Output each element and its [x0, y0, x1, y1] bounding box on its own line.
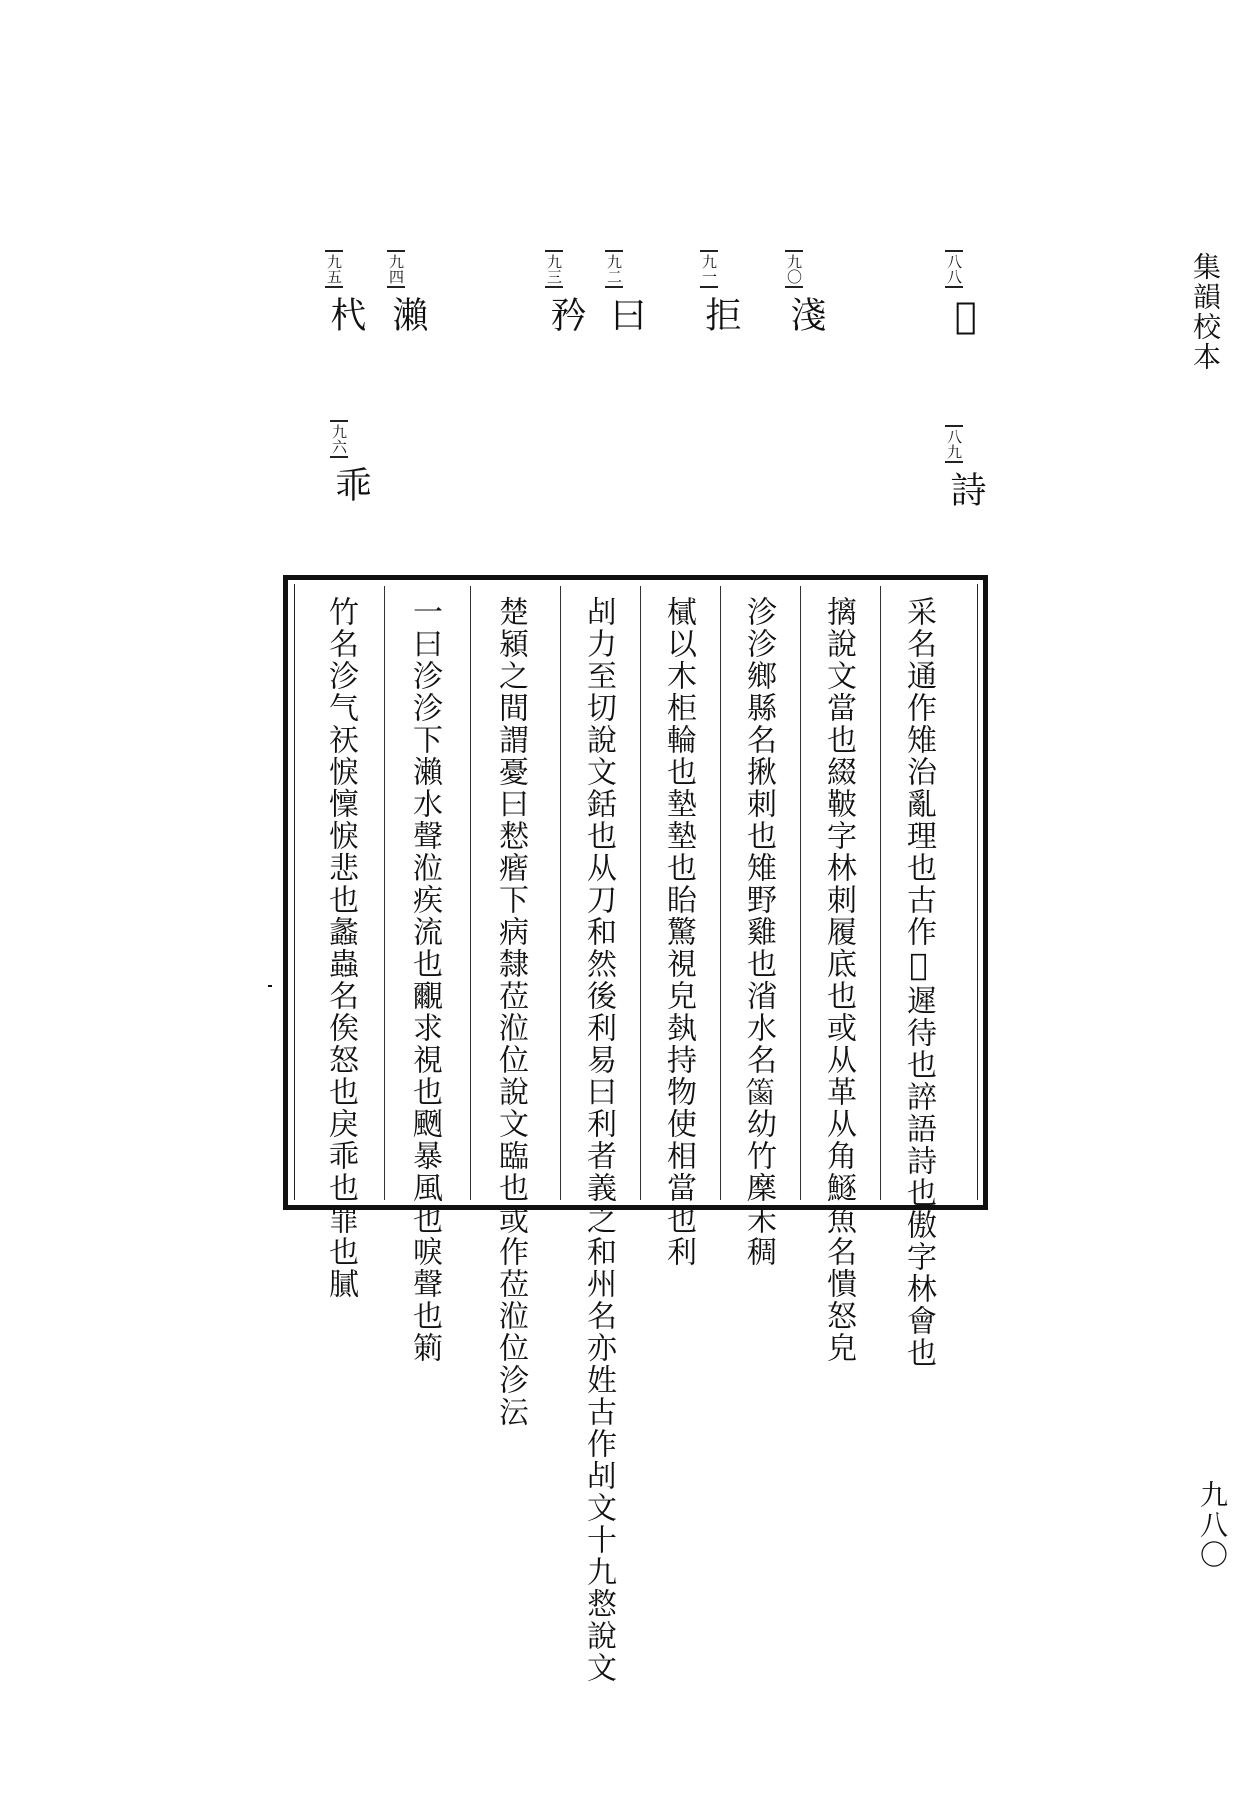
- text-column: 一曰沴沴下瀨水聲涖疾流也覼求視也颲暴風也唳聲也箣: [407, 596, 442, 1364]
- collation-note: [945, 425, 985, 507]
- note-char: 詩: [945, 471, 986, 507]
- collation-note: [387, 250, 427, 332]
- note-number: 九六: [330, 420, 348, 458]
- note-number: 八八: [945, 250, 963, 288]
- note-number: 八九: [945, 425, 963, 463]
- note-char: 矜: [545, 296, 586, 332]
- column-rule: [560, 586, 561, 1200]
- collation-note: [785, 250, 825, 332]
- column-rule: [800, 586, 801, 1200]
- note-char: 拒: [700, 296, 741, 332]
- text-column: 楚潁之間謂憂曰慭㾬下病隸莅涖位說文臨也或作莅涖位沴沄: [493, 596, 528, 1428]
- collation-note: [945, 250, 985, 337]
- note-number: 九二: [605, 250, 623, 288]
- column-rule: [384, 586, 385, 1200]
- column-rule: [720, 586, 721, 1200]
- note-char: 乖: [330, 466, 371, 502]
- column-rule: [470, 586, 471, 1200]
- column-rule: [640, 586, 641, 1200]
- text-column: 竹名沴气祆悷懍悷悲也蠡蟲名俟怒也戾乖也罪也膩: [323, 596, 358, 1300]
- collation-note: [325, 250, 365, 332]
- note-number: 九五: [325, 250, 343, 288]
- text-column: 采名通作雉治亂理也古作𤔫遲待也誶語詩也傲字林會也: [901, 596, 936, 1369]
- note-char: 𤔫: [945, 296, 986, 337]
- collation-note: [605, 250, 645, 332]
- collation-note: [700, 250, 740, 332]
- collation-note: [330, 420, 370, 502]
- note-char: 曰: [605, 296, 646, 332]
- page-number: 九八〇: [1196, 1480, 1229, 1570]
- text-column: 摛說文當也綴鞁字林刺履底也或从革从角鱁魚名憒怒皃: [821, 596, 856, 1364]
- note-char: 淺: [785, 296, 826, 332]
- text-column: 㓠力至切說文銛也从刀和然後利易曰利者義之和州名亦姓古作㓠文十九慦說文: [581, 596, 616, 1684]
- note-number: 九三: [545, 250, 563, 288]
- text-column: 樲以木柜輪也墊墊也眙驚視皃埶持物使相當也利: [661, 596, 696, 1268]
- text-column: 沴沴鄉縣名揪刺也雉野雞也渻水名𥱾幼竹穈禾稠: [741, 596, 776, 1268]
- note-char: 杙: [325, 296, 366, 332]
- note-char: 瀨: [387, 296, 428, 332]
- inner-frame: [294, 584, 978, 1200]
- column-rule: [880, 586, 881, 1200]
- collation-note: [545, 250, 585, 332]
- note-number: 九一: [700, 250, 718, 288]
- note-number: 九四: [387, 250, 405, 288]
- ink-speck: [268, 985, 272, 987]
- running-head: 集韻校本: [1189, 252, 1222, 372]
- collation-notes: [300, 250, 1020, 580]
- note-number: 九〇: [785, 250, 803, 288]
